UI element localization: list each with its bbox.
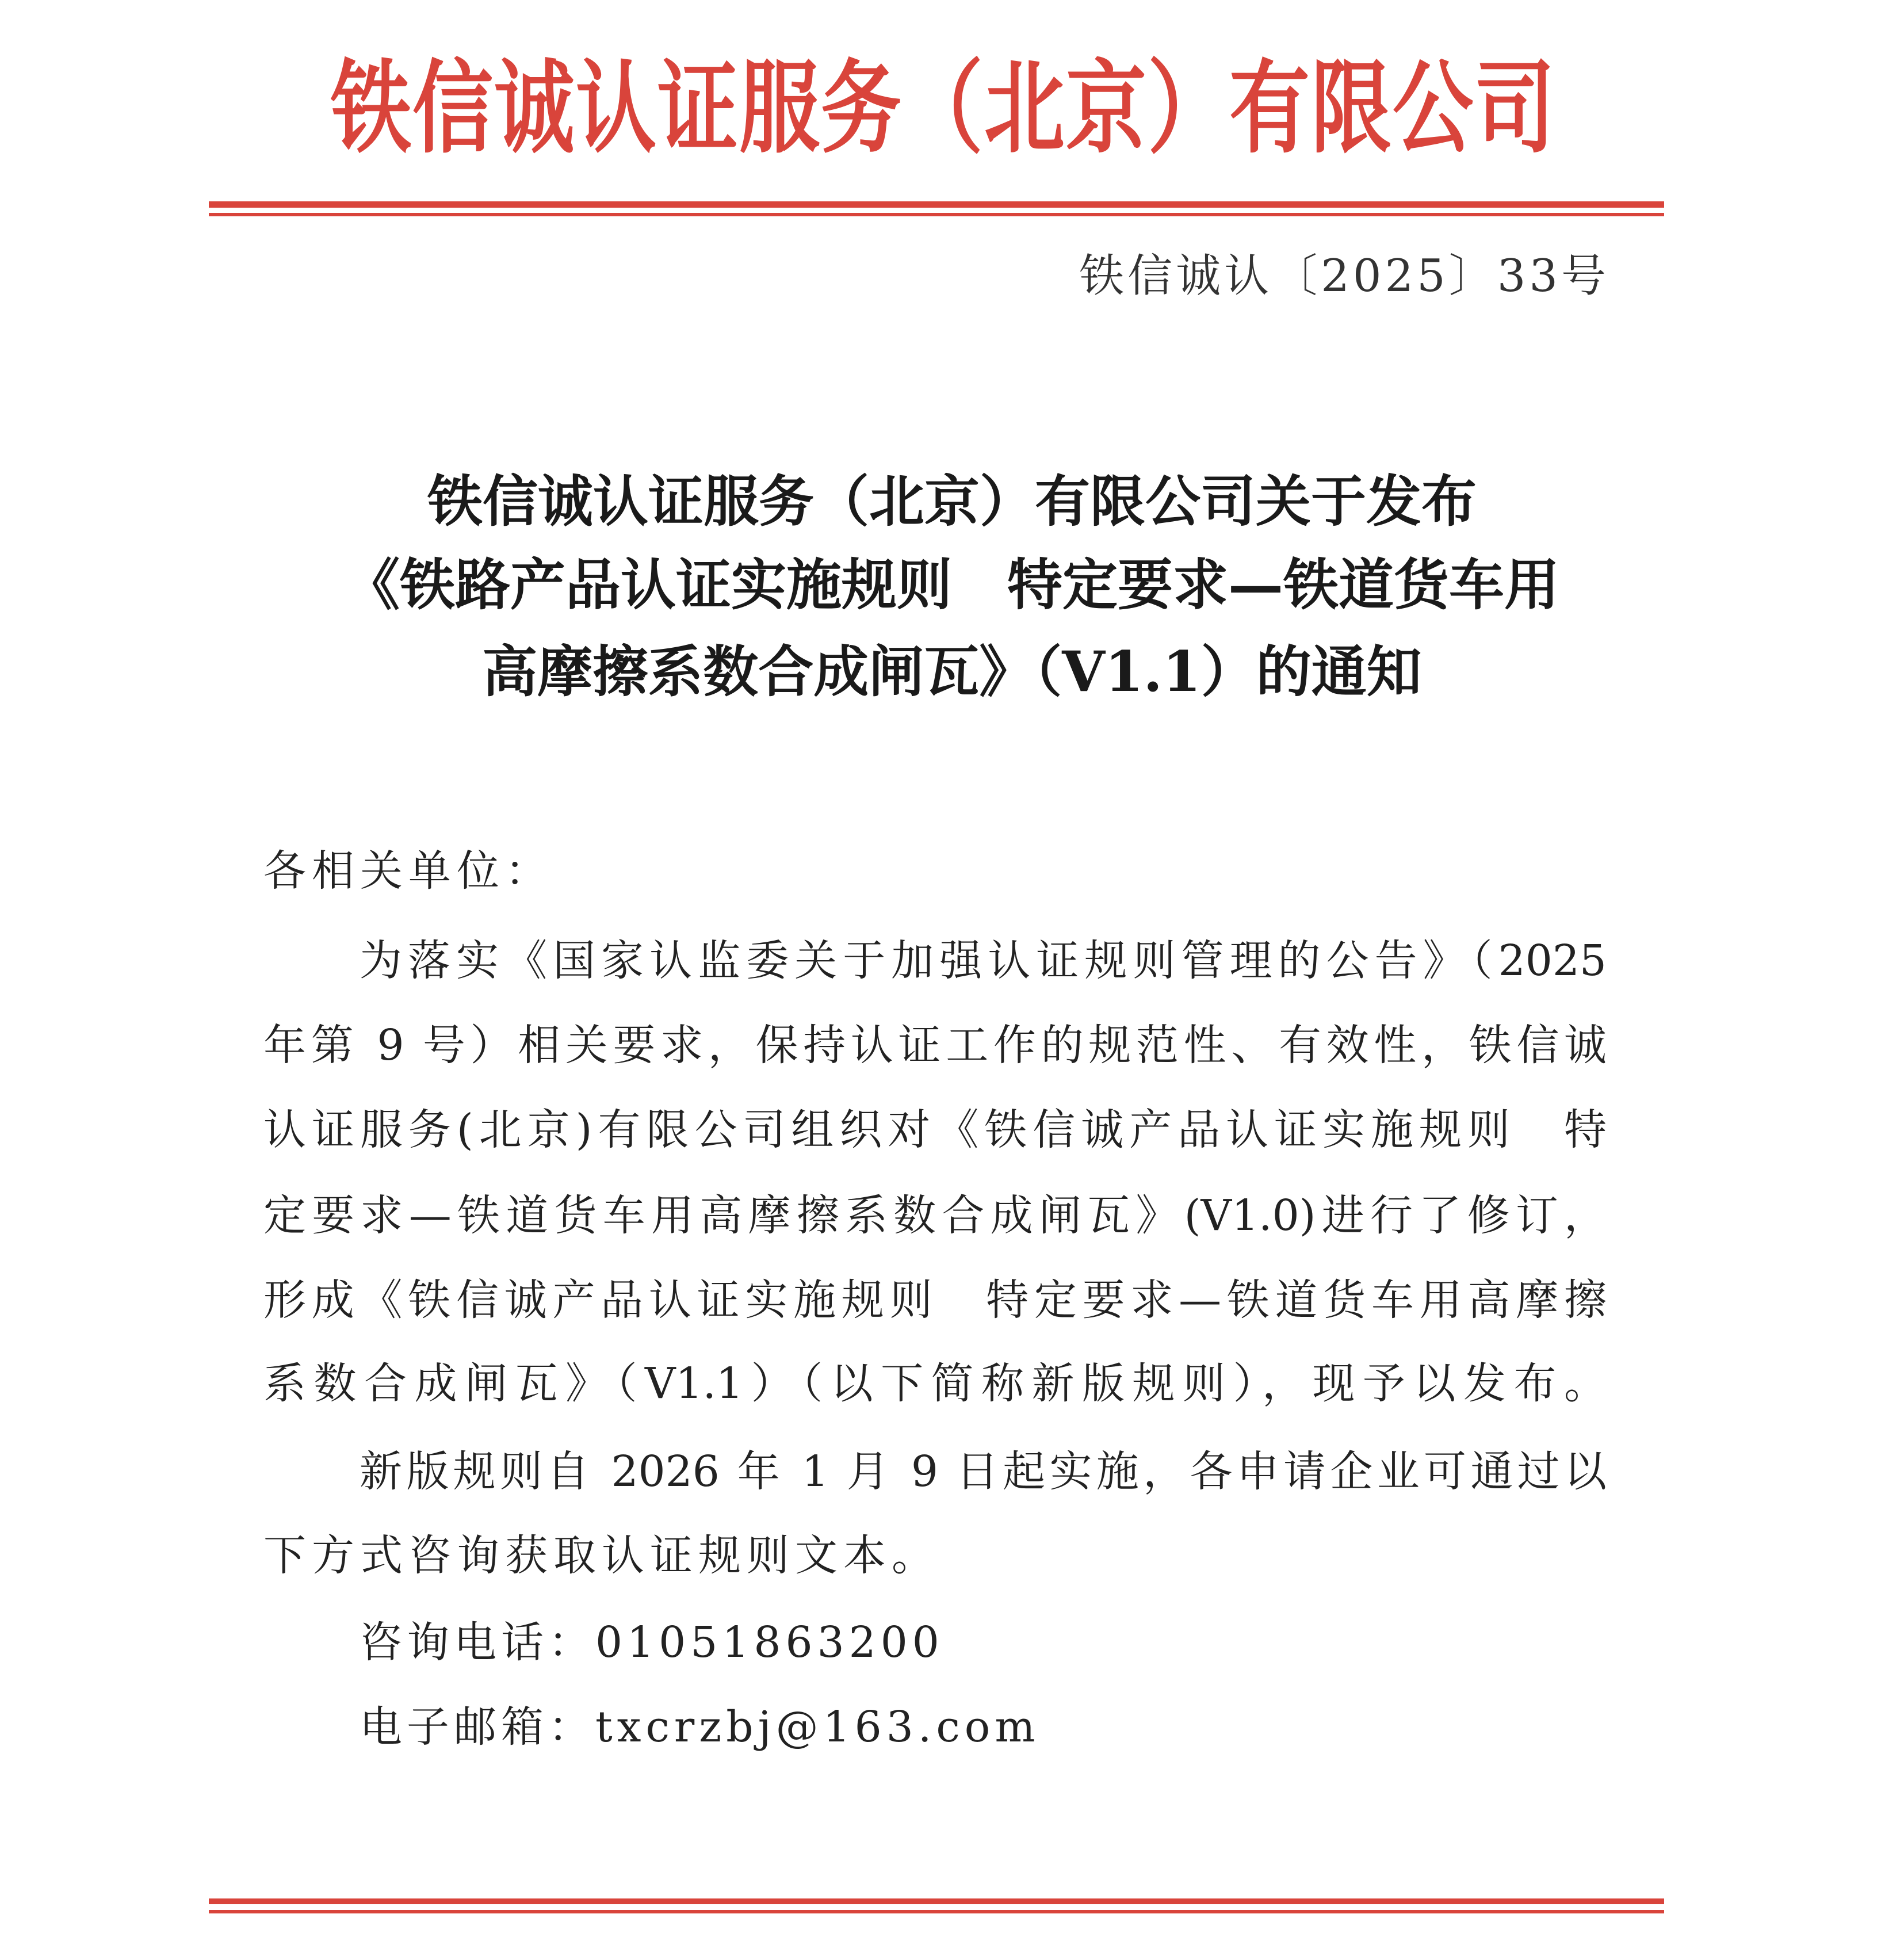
title-line-2: 《铁路产品认证实施规则 特定要求—铁道货车用 — [345, 552, 1559, 617]
footer-rule-thick — [209, 1898, 1664, 1904]
header-rule-thick — [209, 201, 1664, 208]
body-line: 定要求—铁道货车用高摩擦系数合成闸瓦》(V1.0)进行了修订， — [263, 1191, 1607, 1240]
document-number: 铁信诚认〔2025〕33号 — [1079, 250, 1609, 302]
footer-rule-thin — [209, 1910, 1664, 1913]
body-line: 认证服务(北京)有限公司组织对《铁信诚产品认证实施规则 特 — [263, 1105, 1607, 1155]
body-line: 新版规则自 2026 年 1 月 9 日起实施，各申请企业可通过以 — [360, 1447, 1607, 1496]
body-line: 形成《铁信诚产品认证实施规则 特定要求—铁道货车用高摩擦 — [263, 1275, 1607, 1325]
title-line-1: 铁信诚认证服务（北京）有限公司关于发布 — [427, 469, 1477, 534]
body-line: 年第 9 号）相关要求，保持认证工作的规范性、有效性，铁信诚 — [263, 1021, 1607, 1070]
contact-phone: 咨询电话：01051863200 — [360, 1618, 944, 1667]
body-line: 系数合成闸瓦》（V1.1）（以下简称新版规则），现予以发布。 — [263, 1359, 1607, 1408]
body-line: 下方式咨询获取认证规则文本。 — [263, 1531, 940, 1580]
title-line-3: 高摩擦系数合成闸瓦》（V1.1）的通知 — [482, 639, 1422, 704]
salutation: 各相关单位： — [263, 846, 553, 896]
contact-email: 电子邮箱：txcrzbj@163.com — [360, 1702, 1040, 1752]
body-line: 为落实《国家认监委关于加强认证规则管理的公告》（2025 — [360, 936, 1607, 985]
letterhead-org-name: 铁信诚认证服务（北京）有限公司 — [330, 50, 1556, 168]
header-rule-thin — [209, 213, 1664, 216]
